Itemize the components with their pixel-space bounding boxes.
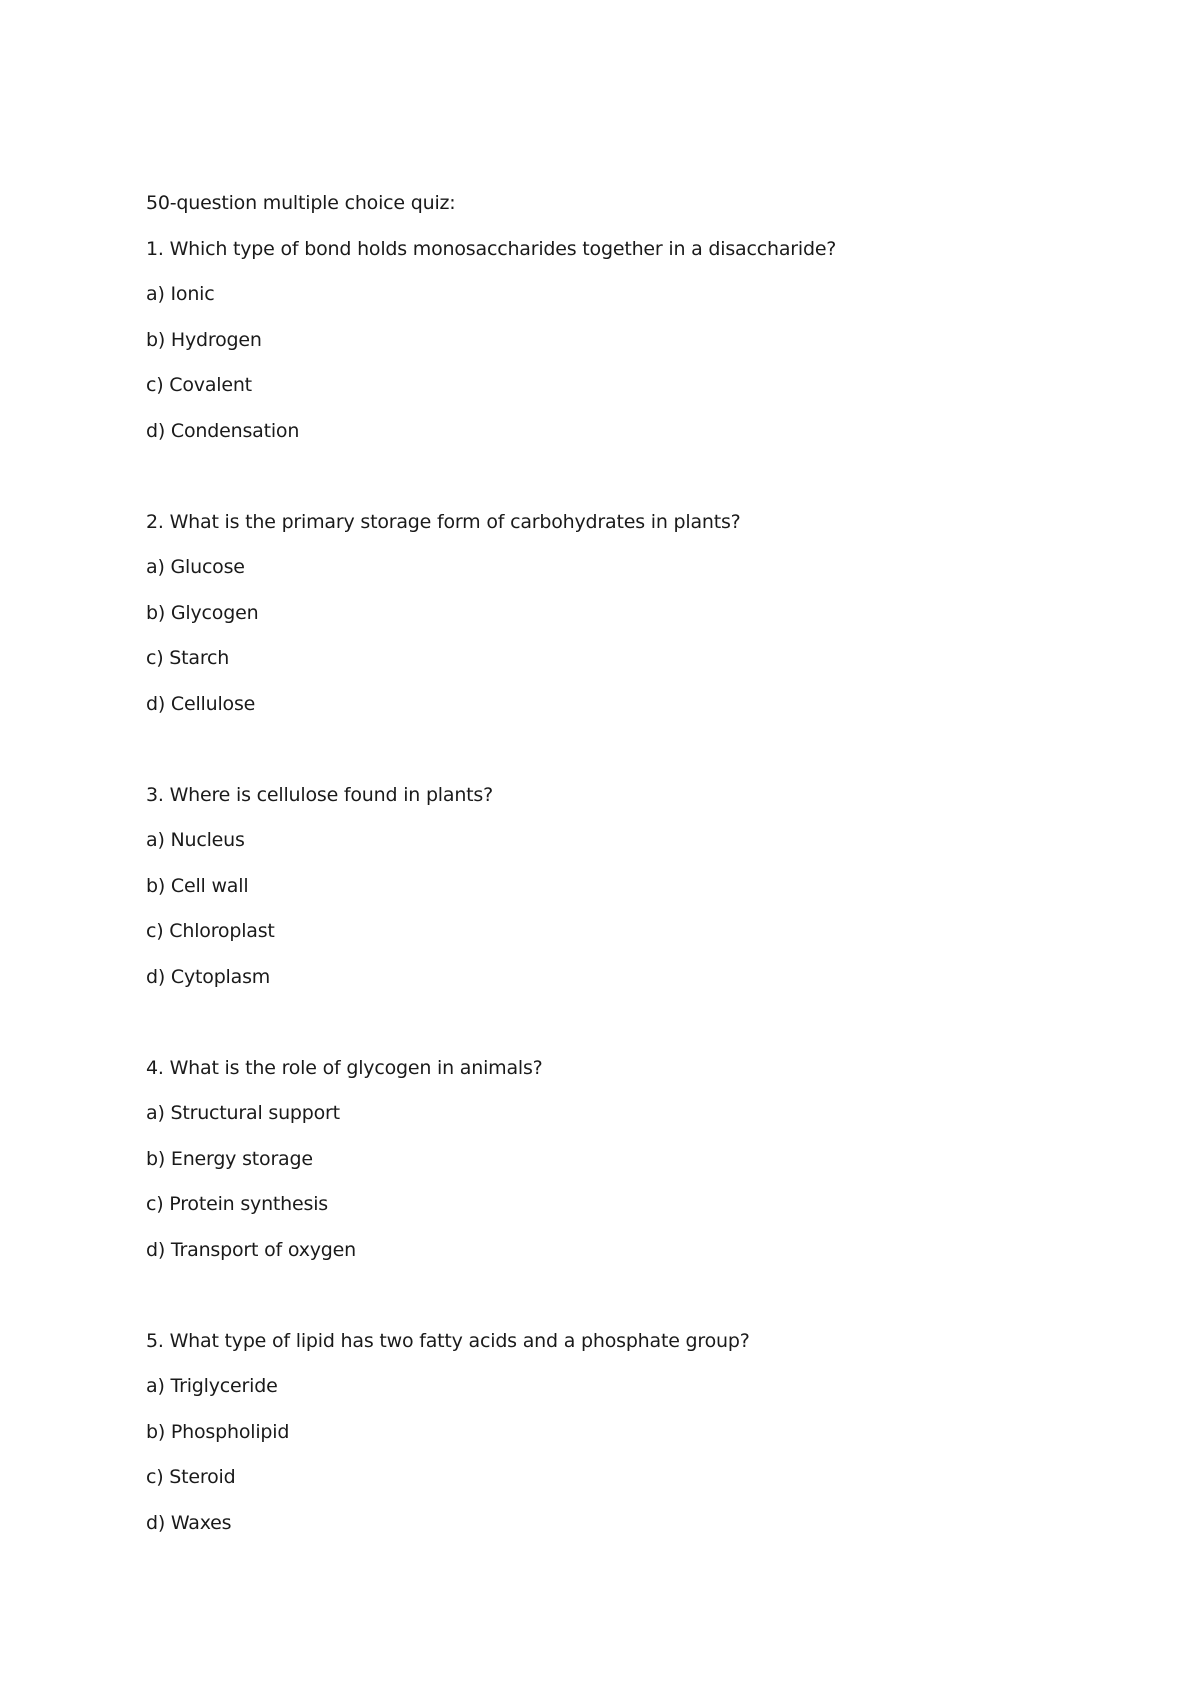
- option-b: b) Cell wall: [146, 874, 249, 897]
- option-c: c) Protein synthesis: [146, 1193, 328, 1215]
- question-text: 5. What type of lipid has two fatty acids and a phosphate group?: [146, 1329, 750, 1352]
- question-text: 1. Which type of bond holds monosaccharides together in a disaccharide?: [146, 237, 837, 260]
- quiz-title: 50-question multiple choice quiz:: [146, 192, 456, 214]
- option-a: a) Structural support: [146, 1102, 340, 1124]
- question-3: [146, 782, 1106, 1010]
- quiz-content: [146, 190, 1106, 1555]
- option-c: c) Chloroplast: [146, 920, 275, 942]
- option-b: b) Phospholipid: [146, 1420, 290, 1443]
- question-1: [146, 236, 1106, 464]
- question-text: 4. What is the role of glycogen in animals?: [146, 1056, 543, 1079]
- question-4: [146, 1055, 1106, 1283]
- option-a: a) Ionic: [146, 283, 215, 305]
- question-text: 2. What is the primary storage form of carbohydrates in plants?: [146, 510, 741, 533]
- option-d: d) Transport of oxygen: [146, 1238, 356, 1261]
- option-c: c) Steroid: [146, 1466, 236, 1488]
- option-b: b) Energy storage: [146, 1147, 313, 1170]
- option-d: d) Cytoplasm: [146, 965, 271, 988]
- option-c: c) Starch: [146, 647, 230, 669]
- option-c: c) Covalent: [146, 374, 252, 396]
- option-d: d) Cellulose: [146, 692, 256, 715]
- option-b: b) Hydrogen: [146, 328, 262, 351]
- question-5: [146, 1328, 1106, 1556]
- option-d: d) Condensation: [146, 419, 300, 442]
- option-a: a) Nucleus: [146, 829, 245, 851]
- option-b: b) Glycogen: [146, 601, 259, 624]
- question-2: [146, 509, 1106, 737]
- option-d: d) Waxes: [146, 1511, 232, 1534]
- question-text: 3. Where is cellulose found in plants?: [146, 783, 494, 806]
- option-a: a) Triglyceride: [146, 1375, 278, 1397]
- option-a: a) Glucose: [146, 556, 245, 578]
